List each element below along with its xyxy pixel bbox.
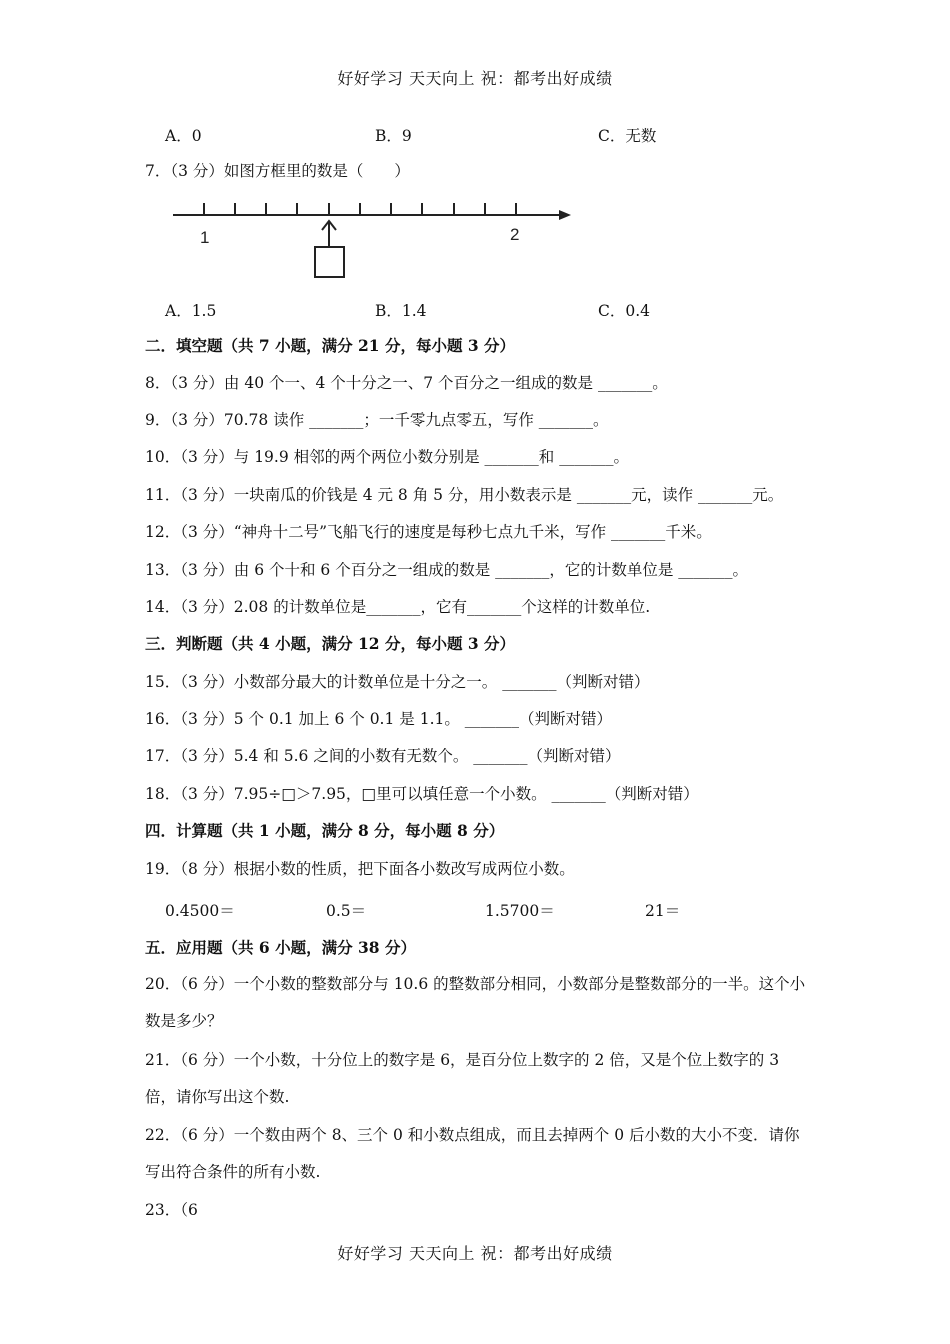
- q7-text: 7．（3 分）如图方框里的数是（ ）: [145, 162, 410, 180]
- q19-item-1: 0.4500＝: [165, 902, 235, 920]
- question-23: 23．（6: [145, 1201, 198, 1219]
- section-calculation: 四．计算题（共 1 小题，满分 8 分，每小题 8 分）: [145, 821, 505, 840]
- number-line-svg: [165, 195, 585, 287]
- question-10: 10．（3 分）与 19.9 相邻的两个两位小数分别是 _______和 _______。: [145, 448, 629, 466]
- axis-label-2: 2: [510, 225, 520, 244]
- q6-choice-b: B．9: [375, 127, 412, 145]
- question-18: 18．（3 分）7.95÷□＞7.95，□里可以填任意一个小数。 _______（判断对错）: [145, 785, 699, 803]
- page-footer: 好好学习 天天向上 祝：都考出好成绩: [337, 1244, 613, 1263]
- q6-choice-c: C．无数: [598, 127, 657, 145]
- axis-label-1: 1: [200, 228, 210, 247]
- q19-item-3: 1.5700＝: [485, 902, 555, 920]
- section-application: 五．应用题（共 6 小题，满分 38 分）: [145, 938, 416, 957]
- question-16: 16．（3 分）5 个 0.1 加上 6 个 0.1 是 1.1。 _______（判断对错）: [145, 710, 613, 728]
- question-14: 14．（3 分）2.08 的计数单位是_______，它有_______个这样的计数单位.: [145, 598, 651, 616]
- question-22: 22．（6 分）一个数由两个 8、三个 0 和小数点组成，而且去掉两个 0 后小数的大小不变．请你写出符合条件的所有小数.: [145, 1126, 800, 1181]
- q7-choice-a: A．1.5: [165, 302, 217, 320]
- question-13: 13．（3 分）由 6 个十和 6 个百分之一组成的数是 _______，它的计数单位是 _______。: [145, 561, 749, 579]
- question-9: 9．（3 分）70.78 读作 _______；一千零九点零五，写作 _______。: [145, 411, 609, 429]
- page-header: 好好学习 天天向上 祝：都考出好成绩: [337, 69, 613, 88]
- q19-item-2: 0.5＝: [326, 902, 367, 920]
- question-20: 20．（6 分）一个小数的整数部分与 10.6 的整数部分相同，小数部分是整数部分的一半。这个小数是多少？: [145, 975, 806, 1030]
- axis-arrow-icon: [559, 210, 571, 220]
- q7-choice-c: C．0.4: [598, 302, 651, 320]
- question-8: 8．（3 分）由 40 个一、4 个十分之一、7 个百分之一组成的数是 _______。: [145, 374, 668, 392]
- question-17: 17．（3 分）5.4 和 5.6 之间的小数有无数个。 _______（判断对错）: [145, 747, 621, 765]
- section-fill-blank: 二．填空题（共 7 小题，满分 21 分，每小题 3 分）: [145, 336, 516, 355]
- question-21: 21．（6 分）一个小数，十分位上的数字是 6，是百分位上数字的 2 倍，又是个位上数字的 3 倍，请你写出这个数.: [145, 1051, 780, 1106]
- answer-box: [315, 247, 344, 277]
- tick-marks: [204, 203, 516, 215]
- q6-choice-a: A．0: [165, 127, 202, 145]
- question-11: 11．（3 分）一块南瓜的价钱是 4 元 8 角 5 分，用小数表示是 _______元，读作 _______元。: [145, 486, 784, 504]
- number-line-figure: [165, 195, 585, 291]
- section-true-false: 三．判断题（共 4 小题，满分 12 分，每小题 3 分）: [145, 634, 516, 653]
- question-15: 15．（3 分）小数部分最大的计数单位是十分之一。 _______（判断对错）: [145, 673, 650, 691]
- q19-item-4: 21＝: [645, 902, 681, 920]
- q7-choice-b: B．1.4: [375, 302, 427, 320]
- question-12: 12．（3 分）“神舟十二号”飞船飞行的速度是每秒七点九千米，写作 _______千米。: [145, 523, 712, 541]
- question-19: 19．（8 分）根据小数的性质，把下面各小数改写成两位小数。: [145, 860, 575, 878]
